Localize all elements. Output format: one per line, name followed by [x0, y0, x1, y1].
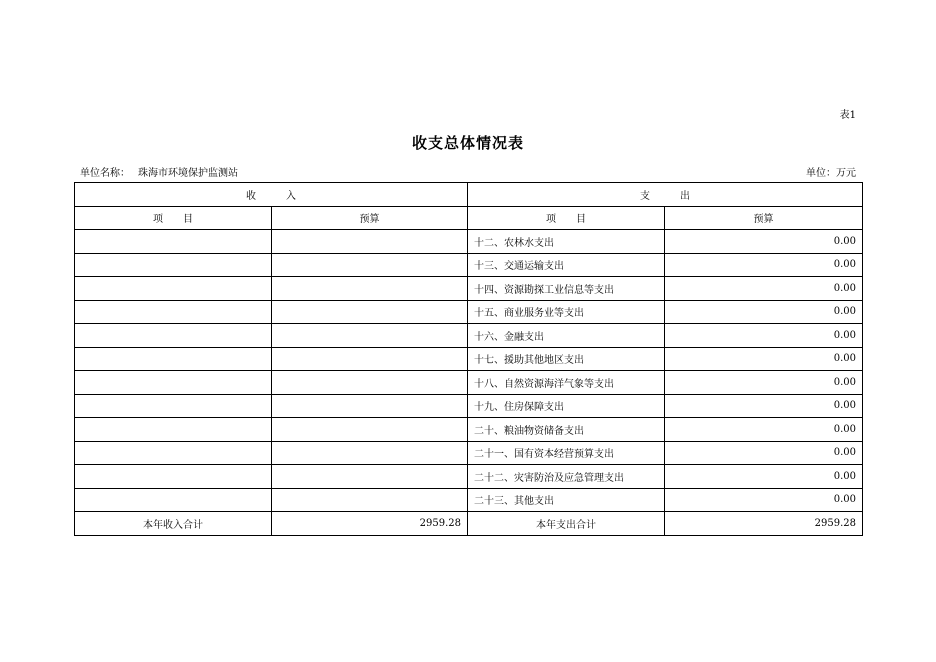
expense-item-cell: 十六、金融支出 [468, 324, 665, 348]
expense-item-cell: 二十三、其他支出 [468, 488, 665, 512]
budget-table-body [75, 183, 863, 536]
income-budget-cell [272, 465, 468, 489]
expense-budget-cell: 0.00 [665, 441, 863, 465]
table-row [75, 347, 863, 371]
income-budget-cell [272, 371, 468, 395]
income-item-cell [75, 465, 272, 489]
expense-item-cell: 二十一、国有资本经营预算支出 [468, 441, 665, 465]
income-item-cell [75, 441, 272, 465]
income-item-column-header: 项 目 [75, 206, 272, 230]
expense-item-cell: 十四、资源勘探工业信息等支出 [468, 277, 665, 301]
budget-table [74, 182, 863, 536]
table-number-label: 表1 [839, 110, 856, 121]
expense-item-column-header: 项 目 [468, 206, 665, 230]
table-row [75, 300, 863, 324]
income-budget-column-header: 预算 [272, 206, 468, 230]
income-item-cell [75, 418, 272, 442]
income-total-value: 2959.28 [272, 512, 468, 536]
expense-budget-cell: 0.00 [665, 371, 863, 395]
income-item-cell [75, 371, 272, 395]
expense-budget-cell: 0.00 [665, 347, 863, 371]
income-item-cell [75, 347, 272, 371]
income-budget-cell [272, 488, 468, 512]
income-budget-cell [272, 394, 468, 418]
income-budget-cell [272, 347, 468, 371]
table-row [75, 230, 863, 254]
column-header-row [75, 206, 863, 230]
expense-budget-cell: 0.00 [665, 418, 863, 442]
table-row [75, 371, 863, 395]
income-item-cell [75, 324, 272, 348]
table-row [75, 418, 863, 442]
income-item-cell [75, 277, 272, 301]
table-row [75, 488, 863, 512]
income-item-cell [75, 253, 272, 277]
expense-budget-cell: 0.00 [665, 324, 863, 348]
income-budget-cell [272, 441, 468, 465]
expense-item-cell: 十九、住房保障支出 [468, 394, 665, 418]
expense-budget-cell: 0.00 [665, 230, 863, 254]
expense-budget-cell: 0.00 [665, 277, 863, 301]
table-row [75, 441, 863, 465]
table-row [75, 253, 863, 277]
income-item-cell [75, 230, 272, 254]
currency-unit: 单位：万元 [806, 168, 856, 179]
unit-name-label: 单位名称： [80, 168, 130, 179]
income-section-header: 收 入 [75, 183, 468, 207]
expense-budget-cell: 0.00 [665, 394, 863, 418]
expense-item-cell: 十五、商业服务业等支出 [468, 300, 665, 324]
expense-item-cell: 十八、自然资源海洋气象等支出 [468, 371, 665, 395]
expense-item-cell: 十二、农林水支出 [468, 230, 665, 254]
unit-name-line [80, 164, 238, 179]
table-row [75, 277, 863, 301]
table-row [75, 324, 863, 348]
income-budget-cell [272, 300, 468, 324]
income-item-cell [75, 394, 272, 418]
income-budget-cell [272, 277, 468, 301]
totals-row [75, 512, 863, 536]
expense-item-cell: 十七、援助其他地区支出 [468, 347, 665, 371]
expense-budget-cell: 0.00 [665, 300, 863, 324]
table-row [75, 394, 863, 418]
expense-item-cell: 二十、粮油物资储备支出 [468, 418, 665, 442]
income-total-label: 本年收入合计 [75, 512, 272, 536]
expense-budget-cell: 0.00 [665, 488, 863, 512]
section-header-row [75, 183, 863, 207]
income-budget-cell [272, 324, 468, 348]
income-item-cell [75, 488, 272, 512]
income-item-cell [75, 300, 272, 324]
expense-total-value: 2959.28 [665, 512, 863, 536]
unit-name-value: 珠海市环境保护监测站 [138, 168, 238, 179]
expense-item-cell: 二十二、灾害防治及应急管理支出 [468, 465, 665, 489]
expense-budget-cell: 0.00 [665, 253, 863, 277]
page-title: 收支总体情况表 [411, 134, 524, 152]
income-budget-cell [272, 230, 468, 254]
income-budget-cell [272, 418, 468, 442]
table-row [75, 465, 863, 489]
expense-section-header: 支 出 [468, 183, 863, 207]
expense-budget-column-header: 预算 [665, 206, 863, 230]
income-budget-cell [272, 253, 468, 277]
expense-budget-cell: 0.00 [665, 465, 863, 489]
expense-item-cell: 十三、交通运输支出 [468, 253, 665, 277]
expense-total-label: 本年支出合计 [468, 512, 665, 536]
